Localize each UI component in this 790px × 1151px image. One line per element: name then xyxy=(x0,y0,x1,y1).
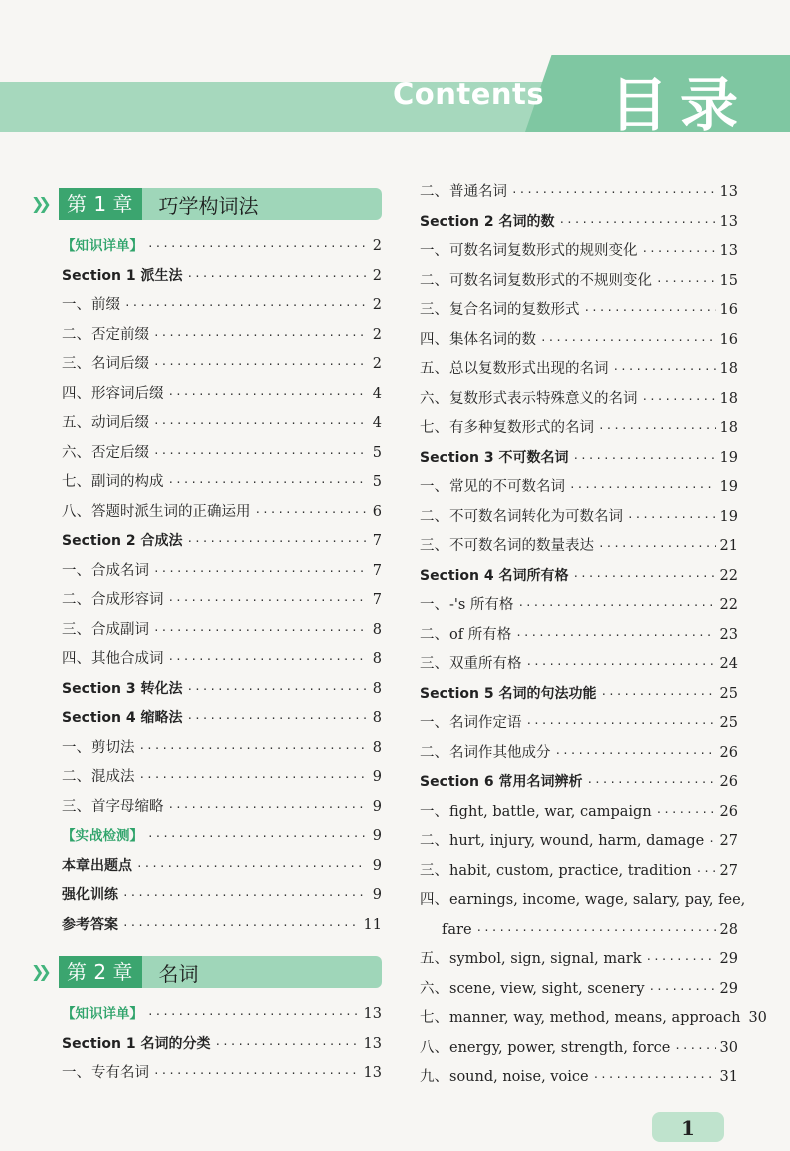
toc-entry-label: 四、其他合成词 xyxy=(62,651,164,667)
toc-entry-page: 6 xyxy=(372,503,382,520)
toc-entry-page: 2 xyxy=(372,326,382,343)
toc-entry-page: 18 xyxy=(719,420,738,436)
dot-leader xyxy=(153,350,366,380)
dot-leader xyxy=(186,675,366,705)
toc-entry-label: 【知识详单】 xyxy=(62,238,143,254)
dot-leader xyxy=(555,739,716,769)
toc-entry-page: 9 xyxy=(372,857,382,874)
toc-entry-label: 参考答案 xyxy=(62,916,118,933)
dot-leader xyxy=(153,1059,360,1089)
toc-entry-page: 13 xyxy=(719,184,738,200)
dot-leader xyxy=(168,468,367,498)
dot-leader xyxy=(656,267,716,297)
toc-entry-label: Section 4 缩略法 xyxy=(62,710,183,726)
toc-entry-label: Section 2 名词的数 xyxy=(420,213,555,230)
toc-entry-page: 29 xyxy=(719,951,738,967)
toc-entry[interactable] xyxy=(420,178,738,208)
toc-entry[interactable] xyxy=(420,355,738,385)
dot-leader xyxy=(186,262,366,292)
dot-leader xyxy=(598,414,716,444)
toc-entry-label: 三、首字母缩略 xyxy=(62,798,164,815)
toc-entry-label: 一、前缀 xyxy=(62,297,120,313)
toc-entry-page: 4 xyxy=(372,385,382,402)
toc-entry-page: 13 xyxy=(363,1065,382,1081)
toc-entry[interactable] xyxy=(62,291,382,321)
toc-entry-label: 三、双重所有格 xyxy=(420,656,522,672)
dot-leader xyxy=(122,881,366,911)
dot-leader xyxy=(696,857,716,887)
dot-leader xyxy=(168,586,367,616)
dot-leader xyxy=(186,527,366,557)
chapter-heading[interactable] xyxy=(31,956,382,988)
toc-entry-label: 一、-'s 所有格 xyxy=(420,597,514,613)
dot-leader xyxy=(656,798,716,828)
toc-entry-page: 9 xyxy=(372,769,382,785)
toc-entry[interactable] xyxy=(62,380,382,410)
toc-entry-label: 二、hurt, injury, wound, harm, damage xyxy=(420,833,705,849)
toc-entry-page: 7 xyxy=(372,562,382,579)
toc-entry-label: 五、动词后缀 xyxy=(62,415,149,431)
toc-entry-label: 【知识详单】 xyxy=(62,1006,143,1022)
dot-leader xyxy=(642,385,716,415)
toc-entry[interactable] xyxy=(62,1059,382,1089)
dot-leader xyxy=(674,1034,715,1064)
toc-entry[interactable] xyxy=(62,822,382,852)
toc-entry-label: 二、of 所有格 xyxy=(420,626,512,643)
toc-entry-page: 24 xyxy=(719,656,738,672)
dot-leader xyxy=(153,321,366,351)
toc-entry-label: 四、earnings, income, wage, salary, pay, fee, xyxy=(420,892,746,908)
dot-leader xyxy=(153,557,366,587)
toc-entry[interactable] xyxy=(62,1030,382,1060)
toc-entry[interactable] xyxy=(420,975,738,1005)
dot-leader xyxy=(122,911,360,941)
dot-leader xyxy=(147,1000,360,1030)
dot-leader xyxy=(147,822,366,852)
dot-leader xyxy=(136,852,366,882)
dot-leader xyxy=(569,473,716,503)
toc-entry-page: 21 xyxy=(719,538,738,554)
toc-entry-page: 2 xyxy=(372,238,382,254)
dot-leader xyxy=(515,621,715,651)
toc-entry[interactable] xyxy=(420,473,738,503)
dot-leader xyxy=(627,503,716,533)
toc-entry-label: 二、合成形容词 xyxy=(62,592,164,608)
dot-leader xyxy=(598,532,716,562)
dot-leader xyxy=(558,208,715,238)
toc-entry-page: 8 xyxy=(372,739,382,756)
toc-entry-page: 5 xyxy=(372,444,382,461)
double-chevron-icon: ❯❯ xyxy=(31,962,46,981)
dot-leader xyxy=(708,827,715,857)
toc-entry-label: 三、名词后缀 xyxy=(62,356,149,372)
toc-entry-label: 三、不可数名词的数量表达 xyxy=(420,538,594,554)
dot-leader xyxy=(139,734,367,764)
toc-entry-page: 9 xyxy=(372,887,382,903)
toc-entry-page: 19 xyxy=(719,508,738,525)
toc-entry-label: 三、合成副词 xyxy=(62,621,149,638)
dot-leader xyxy=(168,793,367,823)
toc-entry-label: 四、集体名词的数 xyxy=(420,331,536,348)
dot-leader xyxy=(572,444,715,474)
toc-entry-label: fare xyxy=(442,921,472,938)
toc-entry[interactable] xyxy=(420,296,738,326)
toc-entry-label: 四、形容词后缀 xyxy=(62,385,164,402)
toc-entry[interactable] xyxy=(420,1063,738,1093)
dot-leader xyxy=(649,975,716,1005)
chapter-gap xyxy=(62,940,382,956)
chapter-heading[interactable] xyxy=(31,188,382,220)
toc-entry[interactable] xyxy=(420,827,738,857)
toc-entry[interactable] xyxy=(62,409,382,439)
toc-entry[interactable] xyxy=(62,498,382,528)
toc-entry-page: 13 xyxy=(363,1006,382,1022)
toc-right-column xyxy=(420,178,767,1093)
dot-leader xyxy=(476,916,716,946)
dot-leader xyxy=(139,763,367,793)
toc-entry-page: 15 xyxy=(719,272,738,289)
toc-entry-page: 26 xyxy=(719,774,738,790)
toc-entry[interactable] xyxy=(420,562,738,592)
toc-entry-label: 一、专有名词 xyxy=(62,1065,149,1081)
toc-entry-label: 八、答题时派生词的正确运用 xyxy=(62,503,251,520)
toc-entry[interactable] xyxy=(420,621,738,651)
dot-leader xyxy=(124,291,366,321)
toc-entry-page: 16 xyxy=(719,302,738,318)
toc-entry[interactable] xyxy=(420,945,738,975)
chapter-title: 巧学构词法 xyxy=(158,193,259,218)
toc-entry-page: 13 xyxy=(719,243,738,259)
toc-entry-label: Section 4 名词所有格 xyxy=(420,567,569,584)
toc-entry[interactable] xyxy=(62,852,382,882)
toc-entry-page: 16 xyxy=(719,331,738,348)
toc-entry[interactable] xyxy=(62,675,382,705)
page-title: 目录 xyxy=(610,71,751,139)
toc-entry-label: 二、不可数名词转化为可数名词 xyxy=(420,508,623,525)
toc-entry-page: 27 xyxy=(719,833,738,849)
toc-entry-label: 强化训练 xyxy=(62,887,118,903)
toc-entry-page: 22 xyxy=(719,597,738,613)
toc-entry[interactable] xyxy=(420,326,738,356)
toc-entry-page: 2 xyxy=(372,356,382,372)
toc-entry-label: 九、sound, noise, voice xyxy=(420,1069,589,1085)
toc-entry[interactable] xyxy=(420,650,738,680)
toc-entry-label: 一、剪切法 xyxy=(62,739,135,756)
toc-entry-label: Section 1 名词的分类 xyxy=(62,1035,211,1052)
toc-entry[interactable] xyxy=(420,444,738,474)
toc-entry-page: 4 xyxy=(372,415,382,431)
toc-entry-page: 30 xyxy=(719,1039,738,1056)
toc-entry[interactable] xyxy=(420,591,738,621)
dot-leader xyxy=(511,178,716,208)
toc-entry[interactable] xyxy=(62,616,382,646)
toc-entry-page: 26 xyxy=(719,744,738,761)
toc-entry-page: 18 xyxy=(719,361,738,377)
chapter-title: 名词 xyxy=(158,961,199,986)
dot-leader xyxy=(572,562,715,592)
toc-entry[interactable] xyxy=(62,763,382,793)
toc-entry[interactable] xyxy=(62,911,382,941)
toc-entry-label: 八、energy, power, strength, force xyxy=(420,1039,671,1056)
toc-entry-page: 18 xyxy=(719,390,738,407)
toc-entry-label: 六、否定后缀 xyxy=(62,444,149,461)
toc-entry-label: 七、manner, way, method, means, approach xyxy=(420,1010,741,1026)
dot-leader xyxy=(642,237,716,267)
toc-entry-label: 二、否定前缀 xyxy=(62,326,149,343)
toc-entry-label: 三、habit, custom, practice, tradition xyxy=(420,862,692,879)
dot-leader xyxy=(153,409,366,439)
toc-entry-page: 2 xyxy=(372,297,382,313)
toc-entry[interactable] xyxy=(420,1034,738,1064)
page-number: 1 xyxy=(652,1112,724,1142)
toc-entry-page: 2 xyxy=(372,267,382,284)
toc-entry[interactable] xyxy=(420,916,738,946)
contents-label: Contents xyxy=(393,77,545,111)
toc-entry[interactable] xyxy=(62,321,382,351)
toc-entry[interactable] xyxy=(62,439,382,469)
dot-leader xyxy=(153,439,366,469)
chapter-number: 第 2 章 xyxy=(59,956,142,988)
toc-entry[interactable] xyxy=(420,886,746,916)
toc-entry-label: Section 5 名词的句法功能 xyxy=(420,685,597,702)
toc-entry[interactable] xyxy=(62,350,382,380)
toc-entry-page: 8 xyxy=(372,621,382,638)
dot-leader xyxy=(255,498,367,528)
toc-entry-page: 5 xyxy=(372,474,382,490)
toc-entry-page: 28 xyxy=(719,921,738,938)
dot-leader xyxy=(600,680,715,710)
toc-entry-page: 9 xyxy=(372,828,382,844)
toc-entry[interactable] xyxy=(62,704,382,734)
toc-entry-label: 一、常见的不可数名词 xyxy=(420,479,565,495)
toc-entry[interactable] xyxy=(420,414,738,444)
toc-entry-label: 六、复数形式表示特殊意义的名词 xyxy=(420,390,638,407)
dot-leader xyxy=(168,645,367,675)
toc-entry-page: 31 xyxy=(719,1069,738,1085)
toc-entry[interactable] xyxy=(62,468,382,498)
toc-entry[interactable] xyxy=(62,734,382,764)
dot-leader xyxy=(526,650,716,680)
toc-entry-page: 19 xyxy=(719,449,738,466)
dot-leader xyxy=(586,768,715,798)
toc-entry-page: 25 xyxy=(719,685,738,702)
toc-entry-page: 7 xyxy=(372,533,382,549)
toc-entry-label: Section 3 转化法 xyxy=(62,680,183,697)
toc-entry-page: 19 xyxy=(719,479,738,495)
toc-entry[interactable] xyxy=(420,1004,767,1034)
toc-entry[interactable] xyxy=(420,857,738,887)
toc-entry-label: 一、合成名词 xyxy=(62,562,149,579)
dot-leader xyxy=(517,591,715,621)
toc-entry[interactable] xyxy=(420,768,738,798)
toc-entry-label: 本章出题点 xyxy=(62,857,132,874)
toc-entry[interactable] xyxy=(62,262,382,292)
toc-entry-label: Section 3 不可数名词 xyxy=(420,449,569,466)
dot-leader xyxy=(584,296,716,326)
toc-entry[interactable] xyxy=(420,798,738,828)
toc-entry[interactable] xyxy=(420,532,738,562)
toc-entry-label: Section 2 合成法 xyxy=(62,533,183,549)
toc-entry-label: 七、有多种复数形式的名词 xyxy=(420,420,594,436)
dot-leader xyxy=(613,355,716,385)
toc-entry-page: 25 xyxy=(719,715,738,731)
toc-entry[interactable] xyxy=(62,527,382,557)
toc-entry-page: 13 xyxy=(363,1035,382,1052)
toc-entry-label: 一、名词作定语 xyxy=(420,715,522,731)
dot-leader xyxy=(540,326,716,356)
toc-left-column xyxy=(31,188,382,1089)
toc-entry-label: 七、副词的构成 xyxy=(62,474,164,490)
toc-entry[interactable] xyxy=(62,232,382,262)
toc-entry-label: 五、symbol, sign, signal, mark xyxy=(420,951,642,967)
toc-entry[interactable] xyxy=(420,739,738,769)
toc-entry-label: 三、复合名词的复数形式 xyxy=(420,302,580,318)
dot-leader xyxy=(147,232,366,262)
dot-leader xyxy=(168,380,367,410)
toc-entry-label: 二、混成法 xyxy=(62,769,135,785)
toc-entry-page: 27 xyxy=(719,862,738,879)
toc-entry[interactable] xyxy=(420,237,738,267)
toc-entry-page: 30 xyxy=(748,1010,767,1026)
toc-entry[interactable] xyxy=(62,586,382,616)
toc-entry-page: 23 xyxy=(719,626,738,643)
toc-entry-label: 二、名词作其他成分 xyxy=(420,744,551,761)
dot-leader xyxy=(593,1063,716,1093)
toc-entry[interactable] xyxy=(62,1000,382,1030)
double-chevron-icon: ❯❯ xyxy=(31,194,46,213)
toc-entry-label: 一、fight, battle, war, campaign xyxy=(420,803,652,820)
dot-leader xyxy=(214,1030,359,1060)
toc-entry[interactable] xyxy=(420,503,738,533)
chapter-number: 第 1 章 xyxy=(59,188,142,220)
toc-entry-label: Section 1 派生法 xyxy=(62,267,183,284)
toc-entry-label: 【实战检测】 xyxy=(62,828,143,844)
toc-entry[interactable] xyxy=(420,385,738,415)
toc-entry[interactable] xyxy=(62,881,382,911)
toc-entry-label: 六、scene, view, sight, scenery xyxy=(420,980,645,997)
toc-entry-page: 13 xyxy=(719,213,738,230)
toc-entry-page: 26 xyxy=(719,803,738,820)
toc-entry-label: 一、可数名词复数形式的规则变化 xyxy=(420,243,638,259)
toc-entry-page: 8 xyxy=(372,651,382,667)
toc-entry[interactable] xyxy=(62,557,382,587)
toc-entry-label: 二、普通名词 xyxy=(420,184,507,200)
toc-entry[interactable] xyxy=(62,645,382,675)
toc-entry-page: 11 xyxy=(363,916,382,933)
dot-leader xyxy=(645,945,715,975)
toc-entry-label: 五、总以复数形式出现的名词 xyxy=(420,361,609,377)
toc-entry[interactable] xyxy=(420,680,738,710)
toc-entry[interactable] xyxy=(420,208,738,238)
dot-leader xyxy=(153,616,366,646)
toc-entry-page: 29 xyxy=(719,980,738,997)
toc-entry-page: 22 xyxy=(719,567,738,584)
dot-leader xyxy=(186,704,366,734)
toc-entry-page: 9 xyxy=(372,798,382,815)
dot-leader xyxy=(526,709,716,739)
toc-entry-page: 8 xyxy=(372,710,382,726)
toc-entry-label: 二、可数名词复数形式的不规则变化 xyxy=(420,272,652,289)
toc-entry[interactable] xyxy=(62,793,382,823)
toc-entry-label: Section 6 常用名词辨析 xyxy=(420,774,583,790)
toc-entry[interactable] xyxy=(420,709,738,739)
toc-entry[interactable] xyxy=(420,267,738,297)
toc-entry-page: 7 xyxy=(372,592,382,608)
toc-entry-page: 8 xyxy=(372,680,382,697)
